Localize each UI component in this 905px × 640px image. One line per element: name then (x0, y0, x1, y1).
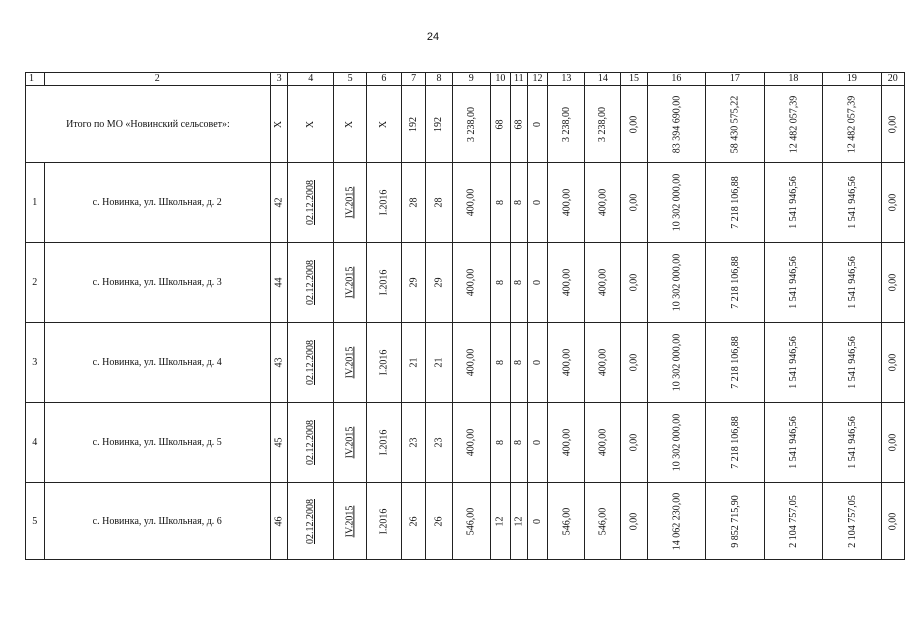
address-cell: с. Новинка, ул. Школьная, д. 3 (44, 243, 270, 323)
cell-value: 1 541 946,56 (846, 416, 858, 469)
table-cell (490, 403, 510, 483)
total-cell (527, 86, 548, 163)
total-cell (401, 86, 426, 163)
row-number: 4 (26, 403, 45, 483)
cell-value: 10 302 000,00 (670, 413, 682, 472)
cell-value: 10 302 000,00 (670, 173, 682, 232)
table-cell (764, 403, 823, 483)
cell-value: 26 (408, 516, 420, 526)
total-cell (288, 86, 334, 163)
cell-value: 0,00 (887, 353, 899, 372)
cell-value: 8 (494, 200, 506, 205)
header-cell: 5 (334, 73, 367, 86)
table-cell (401, 163, 426, 243)
table-cell (401, 483, 426, 560)
table-cell (334, 483, 367, 560)
cell-value: I.2016 (378, 429, 390, 456)
table-cell (270, 483, 287, 560)
cell-value: 29 (433, 277, 445, 288)
total-value: 3 238,00 (597, 106, 609, 142)
cell-value: 8 (513, 280, 525, 285)
table-cell (270, 243, 287, 323)
row-number: 1 (26, 163, 45, 243)
total-cell (881, 86, 904, 163)
cell-value: 10 302 000,00 (670, 333, 682, 392)
cell-value: 0,00 (887, 273, 899, 292)
table-cell (881, 163, 904, 243)
cell-value: 0,00 (887, 193, 899, 212)
cell-value: 400,00 (597, 428, 609, 457)
table-cell (490, 243, 510, 323)
table-cell (366, 403, 401, 483)
header-cell: 16 (647, 73, 706, 86)
table-cell (288, 163, 334, 243)
total-value: 68 (513, 119, 525, 129)
header-cell: 7 (401, 73, 426, 86)
table-cell (527, 483, 548, 560)
total-cell (490, 86, 510, 163)
cell-value: 1 541 946,56 (846, 176, 858, 229)
column-number-row (26, 73, 905, 86)
total-value: 192 (433, 116, 445, 132)
cell-value: 8 (513, 200, 525, 205)
cell-value: 02.12.2008 (305, 498, 317, 544)
cell-value: 400,00 (560, 428, 572, 457)
table-cell (288, 323, 334, 403)
table-cell (585, 483, 621, 560)
cell-value: 400,00 (465, 348, 477, 377)
table-cell (706, 163, 765, 243)
table-cell (621, 403, 647, 483)
table-cell (510, 483, 527, 560)
cell-value: 12 (513, 516, 525, 526)
total-label: Итого по МО «Новинский сельсовет»: (26, 86, 271, 163)
cell-value: 546,00 (465, 507, 477, 535)
table-cell (823, 483, 882, 560)
total-cell (366, 86, 401, 163)
total-cell (647, 86, 706, 163)
address-cell: с. Новинка, ул. Школьная, д. 2 (44, 163, 270, 243)
cell-value: 0,00 (628, 273, 640, 292)
table-cell (288, 483, 334, 560)
total-value: 12 482 057,39 (787, 95, 799, 153)
table-cell (621, 323, 647, 403)
cell-value: 23 (408, 437, 420, 448)
table-cell (881, 403, 904, 483)
cell-value: IV.2015 (344, 346, 356, 379)
table-cell (647, 163, 706, 243)
table-cell (764, 163, 823, 243)
cell-value: 8 (494, 280, 506, 285)
header-cell: 2 (44, 73, 270, 86)
header-cell: 20 (881, 73, 904, 86)
cell-value: 400,00 (597, 268, 609, 297)
table-cell (548, 323, 585, 403)
total-cell (334, 86, 367, 163)
header-cell: 4 (288, 73, 334, 86)
header-cell: 13 (548, 73, 585, 86)
header-cell: 12 (527, 73, 548, 86)
cell-value: 8 (513, 440, 525, 445)
total-cell (764, 86, 823, 163)
total-value: Х (378, 120, 390, 128)
cell-value: 400,00 (465, 428, 477, 457)
total-value: Х (273, 120, 285, 128)
table-cell (452, 243, 490, 323)
total-cell (706, 86, 765, 163)
table-cell (401, 323, 426, 403)
cell-value: 0 (531, 440, 543, 445)
table-cell (647, 483, 706, 560)
header-cell: 18 (764, 73, 823, 86)
table-cell (548, 483, 585, 560)
total-cell (621, 86, 647, 163)
table-cell (334, 323, 367, 403)
table-cell (527, 243, 548, 323)
total-value: 58 430 575,22 (729, 95, 741, 153)
cell-value: 1 541 946,56 (787, 176, 799, 229)
row-number: 3 (26, 323, 45, 403)
table-cell (823, 163, 882, 243)
table-cell (288, 403, 334, 483)
header-cell: 15 (621, 73, 647, 86)
table-row (26, 163, 905, 243)
cell-value: 42 (273, 197, 285, 208)
table-cell (764, 483, 823, 560)
table-cell (621, 483, 647, 560)
table-cell (490, 323, 510, 403)
total-value: Х (305, 120, 317, 128)
table-cell (270, 403, 287, 483)
table-cell (881, 483, 904, 560)
cell-value: 0,00 (628, 193, 640, 212)
table-row (26, 403, 905, 483)
total-value: 12 482 057,39 (846, 95, 858, 153)
cell-value: 400,00 (560, 268, 572, 297)
table-cell (621, 163, 647, 243)
table-cell (823, 243, 882, 323)
cell-value: I.2016 (378, 508, 390, 534)
total-value: Х (344, 120, 356, 128)
table-cell (548, 403, 585, 483)
table-cell (585, 163, 621, 243)
cell-value: 400,00 (597, 188, 609, 217)
table-cell (548, 163, 585, 243)
cell-value: 26 (433, 516, 445, 526)
table-cell (585, 243, 621, 323)
cell-value: 28 (433, 197, 445, 208)
total-value: 192 (408, 116, 420, 132)
header-cell: 17 (706, 73, 765, 86)
cell-value: 400,00 (597, 348, 609, 377)
address-cell: с. Новинка, ул. Школьная, д. 6 (44, 483, 270, 560)
total-value: 0,00 (628, 115, 640, 133)
table-cell (823, 323, 882, 403)
cell-value: 400,00 (560, 188, 572, 217)
total-cell (585, 86, 621, 163)
table-cell (706, 483, 765, 560)
address-cell: с. Новинка, ул. Школьная, д. 5 (44, 403, 270, 483)
table-cell (706, 323, 765, 403)
table-cell (288, 243, 334, 323)
cell-value: 21 (408, 357, 420, 368)
cell-value: 45 (273, 437, 285, 448)
table-cell (426, 403, 452, 483)
table-cell (647, 323, 706, 403)
cell-value: 9 852 715,90 (729, 494, 741, 548)
table-cell (334, 243, 367, 323)
table-cell (647, 403, 706, 483)
total-row (26, 86, 905, 163)
table-cell (706, 403, 765, 483)
header-cell: 11 (510, 73, 527, 86)
total-cell (426, 86, 452, 163)
header-cell: 19 (823, 73, 882, 86)
total-value: 3 238,00 (560, 106, 572, 142)
cell-value: 14 062 230,00 (670, 492, 682, 550)
cell-value: IV.2015 (344, 186, 356, 219)
table-cell (366, 323, 401, 403)
cell-value: I.2016 (378, 349, 390, 376)
cell-value: 43 (273, 357, 285, 368)
cell-value: 7 218 106,88 (729, 176, 741, 229)
table-cell (764, 323, 823, 403)
cell-value: IV.2015 (344, 426, 356, 459)
total-value: 0 (531, 121, 543, 127)
cell-value: 1 541 946,56 (846, 336, 858, 389)
table-cell (452, 323, 490, 403)
table-cell (764, 243, 823, 323)
table-cell (881, 243, 904, 323)
cell-value: 0,00 (628, 353, 640, 372)
table-cell (510, 323, 527, 403)
header-cell: 3 (270, 73, 287, 86)
cell-value: 02.12.2008 (305, 260, 317, 305)
table-cell (270, 163, 287, 243)
cell-value: 0,00 (887, 433, 899, 452)
table-cell (647, 243, 706, 323)
table-cell (823, 403, 882, 483)
cell-value: 0,00 (887, 512, 899, 530)
cell-value: 02.12.2008 (305, 340, 317, 385)
cell-value: IV.2015 (344, 266, 356, 299)
cell-value: 1 541 946,56 (846, 256, 858, 309)
header-cell: 14 (585, 73, 621, 86)
total-cell (270, 86, 287, 163)
cell-value: 46 (273, 516, 285, 526)
cell-value: 10 302 000,00 (670, 253, 682, 312)
table-cell (334, 403, 367, 483)
cell-value: 02.12.2008 (305, 180, 317, 225)
cell-value: 2 104 757,05 (787, 494, 799, 548)
table-cell (510, 243, 527, 323)
table-cell (527, 163, 548, 243)
table-cell (366, 163, 401, 243)
table-row (26, 483, 905, 560)
table-cell (366, 483, 401, 560)
total-cell (510, 86, 527, 163)
cell-value: 8 (513, 360, 525, 365)
cell-value: 29 (408, 277, 420, 288)
cell-value: I.2016 (378, 269, 390, 296)
total-value: 83 394 690,00 (670, 95, 682, 153)
cell-value: 400,00 (465, 268, 477, 297)
total-cell (452, 86, 490, 163)
cell-value: IV.2015 (344, 505, 356, 537)
table-cell (510, 403, 527, 483)
total-value: 3 238,00 (465, 106, 477, 142)
table-cell (585, 403, 621, 483)
total-cell (548, 86, 585, 163)
table-cell (426, 323, 452, 403)
table-row (26, 243, 905, 323)
page-number: 24 (426, 31, 440, 43)
cell-value: 1 541 946,56 (787, 256, 799, 309)
cell-value: 23 (433, 437, 445, 448)
table-cell (366, 243, 401, 323)
cell-value: 546,00 (597, 507, 609, 535)
cell-value: 0 (531, 360, 543, 365)
total-value: 0,00 (887, 115, 899, 133)
header-cell: 8 (426, 73, 452, 86)
address-cell: с. Новинка, ул. Школьная, д. 4 (44, 323, 270, 403)
header-cell: 1 (26, 73, 45, 86)
total-value: 68 (494, 119, 506, 129)
table-cell (621, 243, 647, 323)
cell-value: 02.12.2008 (305, 420, 317, 465)
cell-value: 7 218 106,88 (729, 256, 741, 309)
table-cell (527, 323, 548, 403)
cell-value: 546,00 (560, 507, 572, 535)
cell-value: 1 541 946,56 (787, 336, 799, 389)
table-cell (490, 483, 510, 560)
table-cell (452, 483, 490, 560)
table-cell (548, 243, 585, 323)
cell-value: 12 (494, 516, 506, 526)
table-cell (706, 243, 765, 323)
table-cell (401, 243, 426, 323)
table-row (26, 323, 905, 403)
table-cell (527, 403, 548, 483)
cell-value: I.2016 (378, 189, 390, 216)
row-number: 5 (26, 483, 45, 560)
table-cell (426, 243, 452, 323)
table-cell (881, 323, 904, 403)
cell-value: 400,00 (465, 188, 477, 217)
table-cell (510, 163, 527, 243)
cell-value: 2 104 757,05 (846, 494, 858, 548)
header-cell: 10 (490, 73, 510, 86)
cell-value: 400,00 (560, 348, 572, 377)
table-cell (585, 323, 621, 403)
header-cell: 9 (452, 73, 490, 86)
cell-value: 44 (273, 277, 285, 288)
cell-value: 1 541 946,56 (787, 416, 799, 469)
table-cell (490, 163, 510, 243)
table-cell (452, 403, 490, 483)
cell-value: 7 218 106,88 (729, 336, 741, 389)
cell-value: 0 (531, 200, 543, 205)
table-cell (452, 163, 490, 243)
cell-value: 0,00 (628, 433, 640, 452)
row-number: 2 (26, 243, 45, 323)
table-cell (426, 483, 452, 560)
cell-value: 0,00 (628, 512, 640, 530)
cell-value: 0 (531, 518, 543, 524)
header-cell: 6 (366, 73, 401, 86)
table-cell (334, 163, 367, 243)
cell-value: 21 (433, 357, 445, 368)
table-cell (270, 323, 287, 403)
cell-value: 0 (531, 280, 543, 285)
table-cell (401, 403, 426, 483)
cell-value: 8 (494, 360, 506, 365)
table-cell (426, 163, 452, 243)
cell-value: 28 (408, 197, 420, 208)
housing-table (25, 72, 905, 560)
total-cell (823, 86, 882, 163)
cell-value: 7 218 106,88 (729, 416, 741, 469)
cell-value: 8 (494, 440, 506, 445)
